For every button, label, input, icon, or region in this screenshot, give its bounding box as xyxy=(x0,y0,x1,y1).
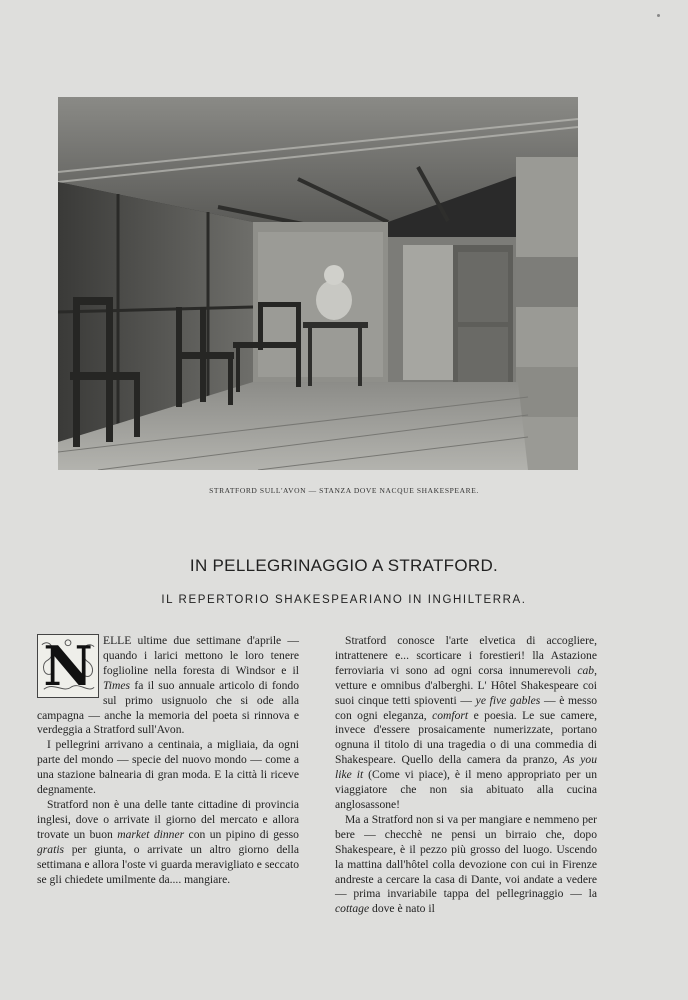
room-illustration xyxy=(58,97,578,470)
left-column xyxy=(37,634,299,887)
figure-caption: STRATFORD SULL'AVON — STANZA DOVE NACQUE SHAKESPEARE. xyxy=(209,486,479,495)
page-speck xyxy=(657,14,660,17)
right-column xyxy=(335,634,597,917)
ornamental-dropcap xyxy=(37,634,99,698)
article-title: IN PELLEGRINAGGIO A STRATFORD. xyxy=(189,556,499,575)
paragraph: I pellegrini arrivano a centinaia, a migliaia, da ogni parte del mondo — specie del nuovo mondo — come a una stazione balnearia di gran moda. E la città li riceve degnamente. xyxy=(37,738,299,797)
paragraph: N ELLE ultime due settimane d'aprile — quando i larici mettono le loro tenere foglioline nella foresta di Windsor e il Times fa il suo annuale articolo di fondo sul primo usignuolo che si ode alla campagna — anche la memoria del poeta si rinnova e verdeggia a Stratford sull'Avon. xyxy=(37,634,299,737)
paragraph: Stratford conosce l'arte elvetica di accogliere, intrattenere e... scorticare i forestieri! lla Astazione ferroviaria vi sono ad ogni corsa innumerevoli cab, vetture e omnibus d'alberghi. L' Hôtel Shakespeare coi suoi cinque tetti spioventi — ye five gables — è messo con ogni eleganza, comfort e poesia. Le sue camere, invece d'essere prosaicamente numerizzate, portano ognuna il titolo di una tragedia o di una commedia di Shakespeare. Quello della camera da pranzo, As you like it (Come vi piace), è il meno appropriato per un viaggiatore che non sia abituato alla cucina anglosassone! xyxy=(335,634,598,811)
article-subtitle: IL REPERTORIO SHAKESPEARIANO IN INGHILTERRA. xyxy=(161,594,527,606)
paragraph: Ma a Stratford non si va per mangiare e nemmeno per bere — checchè ne pensi un birraio che, dopo Shakespeare, è il pezzo più grosso del luogo. Uscendo la mattina dall'hôtel colla devozione con cui in Firenze andreste a cercare la casa di Dante, voi andate a vedere — prima invariabile tappa del pellegrinaggio — la cottage dove è nato il xyxy=(335,812,597,916)
newspaper-name: Times xyxy=(103,678,131,692)
room-photograph xyxy=(58,97,578,470)
dropcap-letter: N xyxy=(43,634,93,698)
paragraph: Stratford non è una delle tante cittadine di provincia inglesi, dove o arrivate il giorno del mercato e allora trovate un buon market dinner con un pipino di gesso gratis per giunta, o arrivate un altro giorno della settimana e allora l'oste vi guarda meravigliato e seccato se gli chiedete umilmente da.... mangiare. xyxy=(37,797,299,886)
lead-word: ELLE xyxy=(103,634,132,647)
